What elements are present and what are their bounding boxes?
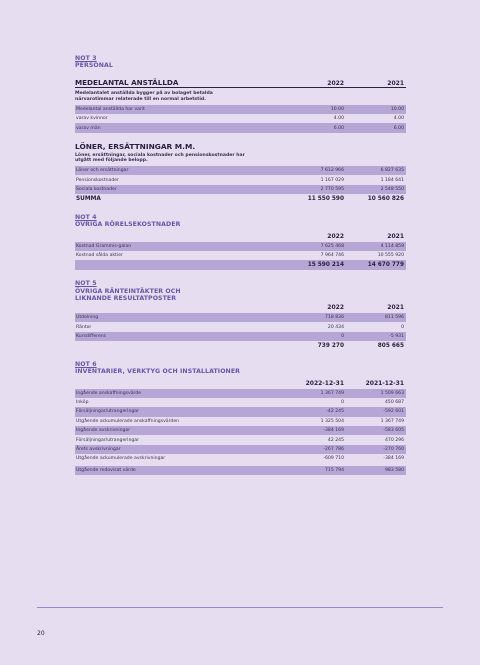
value-2021: 10.00 bbox=[390, 106, 404, 112]
value-2022: 2 770 595 bbox=[320, 186, 344, 192]
row-label: Ingående avskrivningar bbox=[76, 428, 131, 434]
sum-row bbox=[75, 194, 406, 204]
page-number: 20 bbox=[37, 630, 45, 637]
table-row bbox=[75, 454, 406, 463]
value-2021: -5 931 bbox=[389, 333, 404, 339]
value-2021: -384 169 bbox=[383, 456, 404, 462]
row-label: Medelantal anställda har varit bbox=[76, 106, 145, 112]
table-row bbox=[75, 445, 406, 454]
value-2022: 20 434 bbox=[327, 324, 344, 330]
row-label: Pensionskostnader bbox=[76, 177, 119, 183]
row-label: Kostnad sålda aktier bbox=[76, 253, 123, 259]
note-3-heading bbox=[75, 55, 406, 69]
table-row bbox=[75, 123, 406, 132]
row-label: Kursdifferens bbox=[76, 333, 107, 339]
value-2022: 1 367 749 bbox=[320, 390, 344, 396]
section-description: Medelantalet anställda bygger på av bolaget betalda närvarotimmar relaterade till en normal arbetstid. bbox=[75, 91, 213, 102]
table-row bbox=[75, 426, 406, 435]
sum-2021: 14 670 779 bbox=[367, 262, 404, 269]
row-label: Löner och ersättningar bbox=[76, 168, 129, 174]
value-2021: 2 548 550 bbox=[380, 186, 404, 192]
row-label: Sociala kostnader bbox=[76, 186, 117, 192]
value-2022: -267 786 bbox=[323, 447, 344, 453]
value-2022: 0 bbox=[341, 400, 344, 406]
value-2022: -42 245 bbox=[326, 409, 344, 415]
value-2021: 470 296 bbox=[385, 437, 404, 443]
value-2022: -384 169 bbox=[323, 428, 344, 434]
table-row bbox=[75, 242, 406, 251]
value-2021: 1 509 663 bbox=[380, 390, 404, 396]
note-6-column-header bbox=[75, 378, 406, 387]
value-2021: -270 760 bbox=[383, 447, 404, 453]
note-5-table bbox=[75, 313, 406, 351]
value-2021: 983 580 bbox=[385, 467, 404, 473]
row-label: Försäljningar/utrangeringar bbox=[76, 437, 139, 443]
value-2021: 1 367 749 bbox=[380, 418, 404, 424]
value-2021: 10 555 920 bbox=[377, 253, 404, 259]
note-4-heading bbox=[75, 214, 406, 228]
value-2022: 4.00 bbox=[333, 116, 344, 122]
value-2021: -592 601 bbox=[383, 409, 404, 415]
row-label: Utgående ackumulerade anskaffningsvärden bbox=[76, 418, 180, 424]
sum-row bbox=[75, 260, 406, 270]
sum-2022: 11 550 590 bbox=[307, 196, 344, 203]
value-2022: 1 167 029 bbox=[320, 177, 344, 183]
value-2021: 450 687 bbox=[385, 400, 404, 406]
table-row bbox=[75, 398, 406, 407]
table-row bbox=[75, 407, 406, 416]
column-header-2021: 2021 bbox=[387, 303, 404, 311]
footer-divider bbox=[37, 607, 443, 608]
table-row bbox=[75, 251, 406, 260]
note-title-line-1: ÖVRIGA RÄNTEINTÄKTER OCH bbox=[75, 287, 181, 295]
row-label: Kostnad Grammis-galan bbox=[76, 243, 132, 249]
value-2021: 4 114 859 bbox=[380, 243, 404, 249]
row-label: Utgående ackumulerade avskrivningar bbox=[76, 456, 166, 462]
value-2022: 7 612 966 bbox=[320, 168, 344, 174]
value-2021: 0 bbox=[401, 324, 404, 330]
note-title: INVENTARIER, VERKTYG OCH INSTALLATIONER bbox=[75, 368, 241, 376]
value-2022: 1 325 504 bbox=[320, 418, 344, 424]
value-2021: 1 184 641 bbox=[380, 177, 404, 183]
table-row bbox=[75, 417, 406, 426]
sum-2022: 739 270 bbox=[317, 343, 344, 350]
note-number: NOT 4 bbox=[75, 214, 97, 222]
value-2021: 4.00 bbox=[393, 116, 404, 122]
value-2021: 6.00 bbox=[393, 125, 404, 131]
section-title: LÖNER, ERSÄTTNINGAR M.M. bbox=[75, 141, 196, 151]
note-title: ÖVRIGA RÖRELSEKOSTNADER bbox=[75, 221, 181, 229]
table-row bbox=[75, 435, 406, 444]
table-row bbox=[75, 313, 406, 322]
row-label: Räntor bbox=[76, 324, 92, 330]
section-title: MEDELANTAL ANSTÄLLDA bbox=[75, 78, 179, 88]
note-5-heading bbox=[75, 280, 406, 302]
sum-label: SUMMA bbox=[76, 196, 101, 203]
column-header-2021: 2021 bbox=[387, 80, 404, 88]
column-header-2022: 2022 bbox=[327, 80, 344, 88]
row-label: Utgående redovisat värde bbox=[76, 467, 136, 473]
note-5-column-header bbox=[75, 302, 406, 311]
note-6-table bbox=[75, 389, 406, 476]
section-description: Löner, ersättningar, sociala kostnader och pensionskostnader har utgått med följande belopp. bbox=[75, 152, 245, 164]
table-row bbox=[75, 322, 406, 331]
value-2022: 7 964 746 bbox=[320, 253, 344, 259]
value-2021: 811 596 bbox=[385, 315, 404, 321]
value-2022: 7 625 468 bbox=[320, 243, 344, 249]
table-row bbox=[75, 185, 406, 194]
note-4-column-header bbox=[75, 231, 406, 240]
row-label: Ingående anskaffningsvärde bbox=[76, 390, 142, 396]
value-2022: 715 794 bbox=[325, 467, 344, 473]
sum-2021: 805 665 bbox=[377, 343, 404, 350]
value-2022: 10.00 bbox=[330, 106, 344, 112]
value-2022: 718 836 bbox=[325, 315, 344, 321]
value-2022: 0 bbox=[341, 333, 344, 339]
column-header-2021: 2021 bbox=[387, 232, 404, 240]
note-6-heading bbox=[75, 361, 406, 375]
column-header-2022: 2022 bbox=[327, 303, 344, 311]
note-number: NOT 5 bbox=[75, 280, 97, 288]
table-row bbox=[75, 466, 406, 475]
value-2021: -583 605 bbox=[383, 428, 404, 434]
note-4-table bbox=[75, 242, 406, 271]
sum-2021: 10 560 826 bbox=[367, 196, 404, 203]
table-row bbox=[75, 389, 406, 398]
row-label: Årets avskrivningar bbox=[76, 447, 121, 453]
column-header-2021-12-31: 2021-12-31 bbox=[365, 379, 404, 387]
note-number: NOT 6 bbox=[75, 361, 97, 369]
row-label: varav kvinnor bbox=[76, 116, 108, 122]
table-row bbox=[75, 105, 406, 114]
value-2021: 6 827 635 bbox=[380, 168, 404, 174]
row-label: Inköp bbox=[76, 400, 89, 406]
column-header-2022: 2022 bbox=[327, 232, 344, 240]
value-2022: 42 245 bbox=[327, 437, 344, 443]
note-number: NOT 3 bbox=[75, 55, 97, 62]
table-row bbox=[75, 114, 406, 123]
table-row bbox=[75, 166, 406, 175]
table-row bbox=[75, 175, 406, 184]
row-label: Utdelning bbox=[76, 315, 99, 321]
note-title-line-2: LIKNANDE RESULTATPOSTER bbox=[75, 294, 177, 302]
value-2022: 6.00 bbox=[333, 125, 344, 131]
table-row bbox=[75, 332, 406, 341]
loner-table bbox=[75, 166, 406, 204]
medelantal-table bbox=[75, 105, 406, 133]
value-2022: -609 710 bbox=[323, 456, 344, 462]
annual-report-notes bbox=[75, 55, 406, 475]
medelantal-header bbox=[75, 78, 406, 88]
column-header-2022-12-31: 2022-12-31 bbox=[305, 379, 344, 387]
sum-row bbox=[75, 341, 406, 351]
row-label: Försäljningar/utrangeringar bbox=[76, 409, 139, 415]
row-label: varav män bbox=[76, 125, 101, 131]
note-title: PERSONAL bbox=[75, 62, 113, 70]
sum-2022: 15 590 214 bbox=[307, 262, 344, 269]
